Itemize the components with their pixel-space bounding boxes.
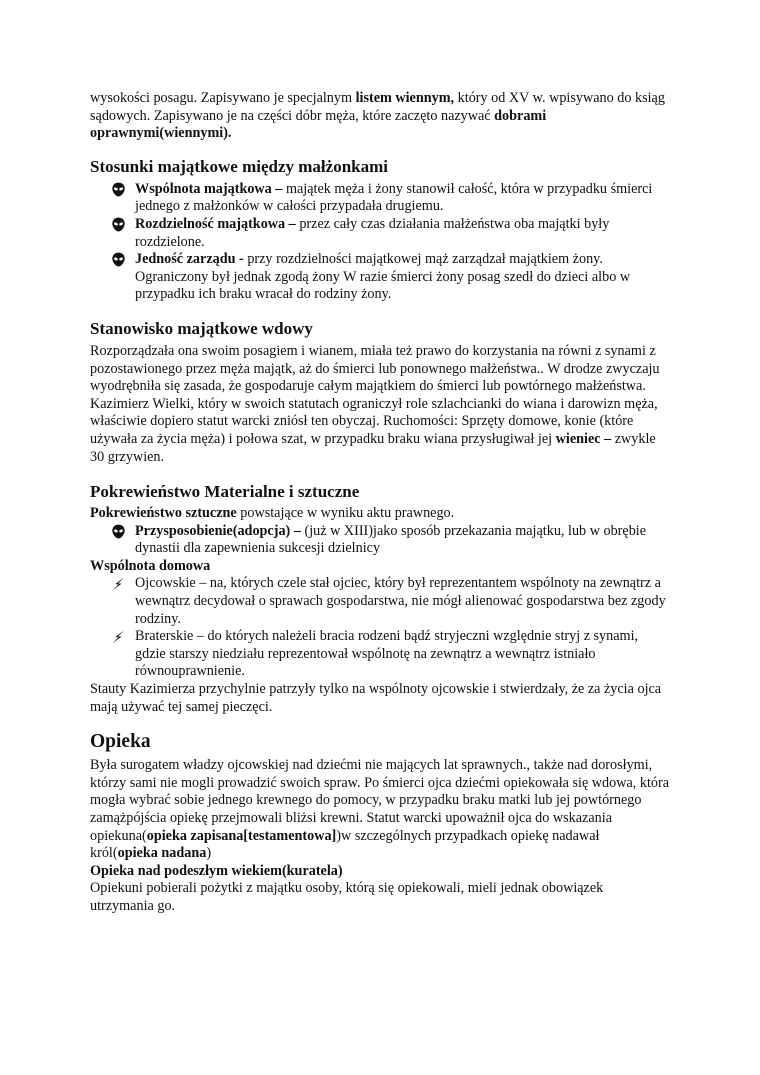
lightning-bolt-icon [111, 629, 126, 644]
alien-head-icon [111, 182, 126, 197]
statutes-paragraph: Stauty Kazimierza przychylnie patrzyły tylko na wspólnoty ojcowskie i stwierdzały, że za życia ojca mają używać tej samej pieczęci. [90, 681, 662, 715]
subheading-household: Wspólnota domowa [90, 557, 211, 574]
lightning-bolt-icon [111, 576, 126, 591]
list-item: Rozdzielność majątkowa – przez cały czas działania małżeństwa oba majątki były rozdzielone. [111, 216, 670, 251]
kinship-lead: Pokrewieństwo sztuczne powstające w wyniku aktu prawnego. [90, 505, 455, 522]
alien-head-icon [111, 252, 126, 267]
list-item: Jedność zarządu - przy rozdzielności majątkowej mąż zarządzał majątkiem żony. Ograniczony był jednak zgodą żony W razie śmierci żony posag szedł do dzieci albo w przypadku ich braku wracał do rodziny żony. [111, 251, 670, 304]
subheading-curatorship: Opieka nad podeszłym wiekiem(kuratela) [90, 862, 343, 879]
list-item: Wspólnota majątkowa – majątek męża i żony stanowił całość, która w przypadku śmierci jednego z małżonków w całości przypadała drugiemu. [111, 181, 670, 216]
alien-head-icon [111, 217, 126, 232]
household-list [90, 575, 670, 681]
adoption-list [90, 523, 670, 558]
section-heading-guardianship: Opieka [90, 731, 151, 753]
section-heading-marital-property: Stosunki majątkowe między małżonkami [90, 156, 388, 176]
section-heading-kinship: Pokrewieństwo Materialne i sztuczne [90, 482, 360, 502]
marital-property-list [90, 181, 670, 304]
intro-paragraph: wysokości posagu. Zapisywano je specjalnym listem wiennym, który od XV w. wpisywano do ksiąg sądowych. Zapisywano je na części dóbr męża, które zaczęto nazywać dobrami oprawnymi(wiennymi). [90, 90, 665, 142]
section-heading-widow: Stanowisko majątkowe wdowy [90, 318, 313, 338]
curatorship-paragraph: Opiekuni pobierali pożytki z majątku osoby, którą się opiekowali, mieli jednak obowiązek utrzymania go. [90, 880, 604, 914]
list-item: Braterskie – do których należeli bracia rodzeni bądź stryjeczni względnie stryj z synami, gdzie starszy niedziału reprezentował wspólnotę na zewnątrz a wewnątrz istniało równouprawnienie. [111, 628, 670, 681]
guardianship-paragraph: Była surogatem władzy ojcowskiej nad dziećmi nie mających lat sprawnych., także nad dorosłymi, którzy sami nie mogli prowadzić swoich spraw. Po śmierci ojca dziećmi opiekowała się wdowa, która mogła wybrać sobie jednego krewnego do pomocy, w przypadku braku matki lub jej powtórnego zamążpójścia opiekę przejmowali bliżsi krewni. Statut warcki upoważnił ojca do wskazania opiekuna(opieka zapisana[testamentowa])w szczególnych przypadkach opiekę nadawał król(opieka nadana) [90, 757, 670, 862]
alien-head-icon [111, 524, 126, 539]
document-body [90, 90, 670, 916]
widow-paragraph: Rozporządzała ona swoim posagiem i wianem, miała też prawo do korzystania na równi z synami z pozostawionego przez męża majątk, aż do śmierci lub ponownego małżeństwa.. W drodze zwyczaju wyodrębniła się zasada, że gospodaruje całym majątkiem do śmierci lub powtórnego małżeństwa. Kazimierz Wielki, który w swoich statutach ograniczył role szlachcianki do wiana i darowizn męża, właściwie dopiero statut warcki zniósł ten obyczaj. Ruchomości: Sprzęty domowe, konie (które używała za życia męża) i połowa szat, w przypadku braku wiana przysługiwał jej wieniec – zwykle 30 grzywien. [90, 342, 660, 465]
list-item: Ojcowskie – na, których czele stał ojciec, który był reprezentantem wspólnoty na zewnątrz a wewnątrz decydował o sprawach gospodarstwa, nie mógł alienować gospodarstwa bez zgody rodziny. [111, 575, 670, 628]
list-item: Przysposobienie(adopcja) – (już w XIII)jako sposób przekazania majątku, lub w obrębie dynastii dla zapewnienia sukcesji dzielnicy [111, 523, 670, 558]
